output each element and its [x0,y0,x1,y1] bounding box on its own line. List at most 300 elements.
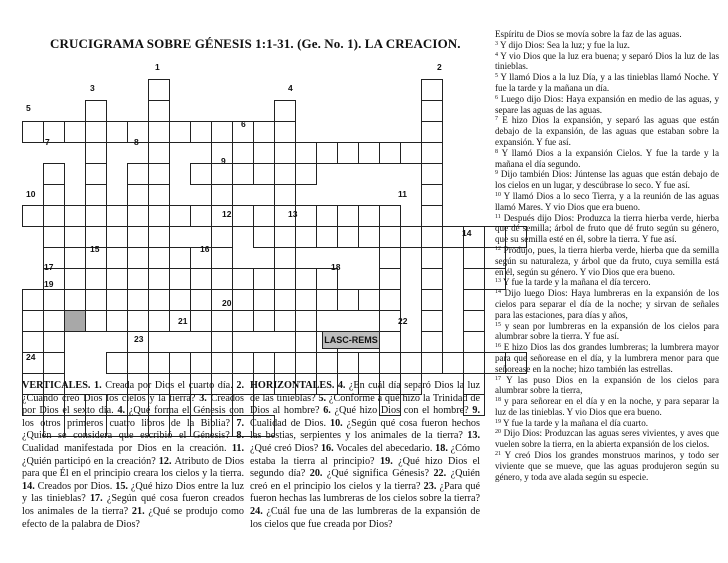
grid-cell[interactable] [274,352,296,374]
grid-cell[interactable] [127,205,149,227]
verse-number: 20 [495,429,501,436]
clue-text: ¿Qué creó Dios? [250,442,321,454]
verse-number: 12 [495,245,501,252]
grid-cell[interactable] [106,268,128,290]
clue-number: 21 [178,316,188,326]
clue-label: 3. [199,392,211,404]
grid-cell[interactable] [106,289,128,311]
crossword-grid [0,0,500,380]
clue-label: 17. [89,493,107,505]
verse-number: 3 [495,40,498,47]
verse-text: Y dijo Dios: Sea la luz; y fue la luz. [499,39,630,50]
grid-cell[interactable] [421,100,443,122]
clue-number: 4 [288,83,293,93]
grid-cell[interactable] [253,142,275,164]
grid-cell[interactable] [148,163,170,185]
grid-cell[interactable] [43,226,65,248]
clue-number: 11 [398,189,407,199]
grid-cell[interactable] [43,310,65,332]
clue-number: 3 [90,83,95,93]
verse [495,169,719,191]
grid-cell[interactable] [43,184,65,206]
grid-cell[interactable] [421,331,443,353]
clue-number: 10 [26,189,36,199]
grid-cell[interactable] [421,352,443,374]
grid-cell[interactable] [379,268,401,290]
verse-text: Y creó Dios los grandes monstruos marinos, y todo ser viviente que se mueve, que las aguas produjeron según su género, y toda ave alada según su especie. [495,450,719,482]
grid-cell[interactable] [253,226,275,248]
clue-number: 6 [241,119,246,129]
verse-text: Produjo, pues, la tierra hierba verde, hierba que da semilla según su naturaleza, y árbol que da fruto, cuya semilla está en él, según su género. Y vio Dios que era bueno. [495,244,719,277]
clue-label: 11. [231,442,244,454]
clue-number: 20 [222,298,232,308]
verse [495,288,719,320]
grid-cell[interactable] [190,310,212,332]
clue-label: 20. [309,468,327,480]
grid-cell[interactable] [190,268,212,290]
clue-text: ¿Cuando creó Dios los cielos y la tierra? [22,392,200,404]
verse-text: y para señorear en el día y en la noche, y para separar la luz de las tinieblas. Y vio Dios que era bueno. [495,396,719,417]
grid-cell[interactable] [211,121,233,143]
clue-label: 16. [320,442,337,454]
clue-number: 24 [26,352,36,362]
clue-text: Vocales del abecedario. [336,442,436,454]
author-badge: LASC-REMS [322,331,380,349]
clue-number: 8 [134,137,139,147]
clue-label: 9. [472,405,480,417]
clue-label: 13. [467,430,480,442]
verse-number: 11 [495,213,501,220]
grid-cell[interactable] [232,310,254,332]
grid-cell[interactable] [211,352,233,374]
grid-cell[interactable] [232,289,254,311]
grid-cell[interactable] [85,121,107,143]
clue-text: ¿Conforme a qué hizo la Trinidad de Dios al hombre? [250,392,480,417]
grid-cell[interactable] [274,310,296,332]
clue-number: 7 [45,137,50,147]
verse-number: 14 [495,289,501,296]
verse-number: 17 [495,375,501,382]
grid-cell[interactable] [358,352,380,374]
grid-cell[interactable] [421,247,443,269]
grid-cell[interactable] [463,352,485,374]
grid-cell[interactable] [169,289,191,311]
grid-cell[interactable] [358,226,380,248]
grid-cell[interactable] [127,310,149,332]
grid-cell[interactable] [190,352,212,374]
grid-cell[interactable] [232,268,254,290]
clue-text: ¿Para qué fueron hechas las lumbreras de los cielos sobre la tierra? [250,480,480,505]
grid-cell[interactable] [358,142,380,164]
grid-cell[interactable] [337,226,359,248]
verse-number: 8 [495,148,498,155]
grid-cell[interactable] [232,142,254,164]
grid-cell[interactable] [148,142,170,164]
grid-cell[interactable] [169,247,191,269]
grid-cell[interactable] [400,352,422,374]
grid-cell[interactable] [106,205,128,227]
grid-cell[interactable] [463,289,485,311]
grid-cell[interactable] [211,184,233,206]
grid-cell[interactable] [190,289,212,311]
grid-cell[interactable] [148,310,170,332]
clue-label: 1. [94,380,106,391]
clue-label: 8. [236,430,244,442]
grid-cell[interactable] [421,163,443,185]
grid-cell[interactable] [211,226,233,248]
clue-text: ¿Qué hizo Dios entre la luz y las tinieblas? [22,480,245,505]
verse-number: 6 [495,94,498,101]
verse [495,40,719,51]
grid-cell[interactable] [421,142,443,164]
grid-cell[interactable] [274,247,296,269]
grid-cell[interactable] [316,205,338,227]
clue-number: 18 [331,262,341,272]
clue-label: 19. [380,455,399,467]
grid-cell[interactable] [43,205,65,227]
verse [495,29,719,40]
grid-cell[interactable] [274,100,296,122]
grid-cell[interactable] [421,184,443,206]
verse-text: Dijo Dios: Produzcan las aguas seres vivientes, y aves que vuelen sobre la tierra, en la abierta expansión de los cielos. [495,428,719,450]
clues-heading: VERTICALES. [22,380,95,391]
grid-cell[interactable] [274,184,296,206]
grid-cell[interactable] [295,205,317,227]
grid-cell[interactable] [232,205,254,227]
grid-cell[interactable] [85,142,107,164]
clue-number: 5 [26,103,31,113]
clue-label: 4. [337,380,349,391]
verse-text: Y llamó Dios a lo seco Tierra, y a la reunión de las aguas llamó Mares. Y vio Dios que era bueno. [495,190,720,212]
grid-cell[interactable] [358,289,380,311]
grid-cell[interactable] [295,226,317,248]
verse-text: Después dijo Dios: Produzca la tierra hierba verde, hierba que dé semilla; árbol de fruto que dé fruto según su género, que su semilla esté en él, sobre la tierra. Y fue así. [495,212,720,245]
grid-cell[interactable] [379,226,401,248]
grid-cell[interactable] [274,121,296,143]
grid-cell[interactable] [400,226,422,248]
clue-text: ¿Qué se produjo como efecto de la palabra de Dios? [22,505,245,530]
grid-cell[interactable] [127,352,149,374]
verse-number: 5 [495,73,498,80]
grid-cell[interactable] [211,247,233,269]
verse [495,148,719,170]
verse-text: Espíritu de Dios se movía sobre la faz de las aguas. [495,29,682,39]
grid-cell[interactable] [295,331,317,353]
grid-cell[interactable] [64,121,86,143]
verse-number: 21 [495,451,501,458]
clue-label: 10. [329,417,347,429]
grid-cell[interactable] [274,163,296,185]
grid-cell[interactable] [253,289,275,311]
grid-cell[interactable] [337,289,359,311]
verse-text: Dijo también Dios: Júntense las aguas que están debajo de los cielos en un lugar, y descúbrase lo seco. Y fue así. [495,169,719,191]
grid-cell[interactable] [379,289,401,311]
verse [495,396,719,418]
grid-cell[interactable] [253,310,275,332]
grid-cell[interactable] [421,205,443,227]
clues-heading: HORIZONTALES. [250,380,338,391]
grid-cell[interactable] [295,163,317,185]
grid-cell[interactable] [148,289,170,311]
grid-cell[interactable] [358,205,380,227]
grid-cell[interactable] [421,79,443,101]
clue-text: Creados por Dios el sexto día. [22,392,244,417]
clue-text: ¿Qué hizo Dios el segundo día? [250,455,481,480]
grid-cell[interactable] [421,289,443,311]
clue-label: 5. [318,392,329,404]
clue-text: ¿Cuál fue una de las lumbreras de la expansión de los cielos que fue creada por Dios? [250,505,480,530]
grid-cell[interactable] [274,289,296,311]
clue-label: 12. [158,455,175,467]
grid-cell[interactable] [85,184,107,206]
verse [495,213,719,245]
grid-cell[interactable] [148,184,170,206]
verse-number: 7 [495,116,498,123]
verse-number: 9 [495,170,498,177]
grid-cell[interactable] [463,310,485,332]
grid-cell[interactable] [295,289,317,311]
grid-cell[interactable] [169,121,191,143]
verse [495,418,719,429]
grid-cell[interactable] [232,163,254,185]
grid-cell[interactable] [169,205,191,227]
grid-cell[interactable] [316,289,338,311]
clue-number: 2 [437,62,442,72]
grid-cell[interactable] [22,289,44,311]
verse-number: 4 [495,51,498,58]
verse-text: Y fue la tarde y la mañana el día cuarto. [502,417,649,428]
grid-cell[interactable] [421,121,443,143]
grid-cell[interactable] [253,121,275,143]
grid-cell[interactable] [148,205,170,227]
grid-cell[interactable] [64,247,86,269]
grid-cell[interactable] [148,268,170,290]
grid-cell[interactable] [127,184,149,206]
grid-cell[interactable] [463,247,485,269]
grid-cell[interactable] [379,352,401,374]
grid-cell[interactable] [148,247,170,269]
verse [495,321,719,343]
grid-cell[interactable] [43,331,65,353]
clue-label: 7. [236,417,244,429]
verse-text: Luego dijo Dios: Haya expansión en medio de las aguas, y separe las aguas de las aguas. [495,93,719,115]
grid-cell[interactable] [22,331,44,353]
grid-cell[interactable] [337,205,359,227]
grid-cell[interactable] [106,121,128,143]
grid-cell[interactable] [85,310,107,332]
verse [495,245,719,277]
grid-cell[interactable] [169,352,191,374]
clue-number: 16 [200,244,210,254]
page-title: CRUCIGRAMA SOBRE GÉNESIS 1:1-31. (Ge. No. 1). LA CREACION. [50,36,461,51]
grid-cell[interactable] [127,289,149,311]
clue-label: 15. [115,480,131,492]
verse [495,94,719,116]
grid-cell[interactable] [64,205,86,227]
grid-cell[interactable] [442,352,464,374]
grid-cell[interactable] [148,352,170,374]
grid-cell[interactable] [85,268,107,290]
verse [495,191,719,213]
grid-cell[interactable] [22,310,44,332]
verse [495,277,719,288]
clue-text: ¿En cuál día separó Dios la luz de las tinieblas? [250,380,481,404]
grid-cell[interactable] [85,289,107,311]
clue-label: 14. [22,480,38,492]
clue-text: ¿Según qué cosa fueron creados los animales de la tierra? [22,493,245,517]
grid-cell[interactable] [442,226,464,248]
clue-number: 22 [398,316,408,326]
grid-cell[interactable] [253,163,275,185]
clue-label: 6. [323,405,335,417]
vertical-clues [22,380,244,531]
grid-cell[interactable] [43,352,65,374]
clue-label: 22. [433,468,451,480]
verse [495,375,719,397]
grid-cell[interactable] [337,142,359,164]
clue-text: Creados por Dios. [37,480,116,492]
grid-cell[interactable] [295,268,317,290]
verse-number: 18 [495,397,501,404]
grid-cell[interactable] [169,268,191,290]
genesis-text [495,29,719,482]
verse-text: E hizo Dios las dos grandes lumbreras; la lumbrera mayor para que señorease en el día, y la lumbrera menor para que señorease en la noche; hizo también las estrellas. [495,342,720,374]
clue-label: 4. [117,405,129,417]
grid-cell[interactable] [211,331,233,353]
verse-text: Y fue la tarde y la mañana el día tercero. [502,277,651,288]
verse-number: 13 [495,278,501,285]
grid-cell[interactable] [463,268,485,290]
grid-cell[interactable] [421,268,443,290]
clue-text: Creada por Dios el cuarto día. [105,380,237,391]
grid-cell[interactable] [127,247,149,269]
grid-cell[interactable] [253,268,275,290]
grid-cell[interactable] [127,268,149,290]
grid-cell[interactable] [127,163,149,185]
clue-text: Cualidad manifestada por Dios en la creación. [22,442,232,454]
grid-cell[interactable] [211,310,233,332]
grid-cell[interactable] [253,352,275,374]
grid-cell[interactable] [85,163,107,185]
grid-cell[interactable] [211,163,233,185]
verse [495,115,719,147]
verse-text: Y llamó Dios a la luz Día, y a las tinieblas llamó Noche. Y fue la tarde y la mañana un día. [495,72,719,93]
grid-cell[interactable] [148,79,170,101]
grid-cell[interactable] [22,205,44,227]
verse-text: Dijo luego Dios: Haya lumbreras en la expansión de los cielos para separar el día de la noche; y sirvan de señales para las estaciones, para días y años, [495,288,719,320]
verse-text: Y vio Dios que la luz era buena; y separó Dios la luz de las tinieblas. [495,50,719,72]
grid-cell[interactable] [316,142,338,164]
clue-text: ¿Cómo estaba la tierra al principio? [250,442,481,467]
clue-text: ¿Según qué cosa fueron hechos las bestias, serpientes y los animales de la tierra? [250,417,480,442]
verse [495,342,719,374]
clue-text: ¿Quién se considera que escribió el Génesis? [22,430,237,442]
grid-cell[interactable] [274,142,296,164]
clue-label: 23. [423,480,440,492]
verse [495,450,719,482]
grid-cell[interactable] [106,310,128,332]
grid-cell[interactable] [379,205,401,227]
grid-cell[interactable] [421,226,443,248]
grid-cell[interactable] [43,163,65,185]
clue-number: 17 [44,262,54,272]
verse-text: Y las puso Dios en la expansión de los cielos para alumbrar sobre la tierra, [495,374,719,396]
clue-number: 9 [221,156,226,166]
verse-number: 10 [495,191,501,198]
grid-cell[interactable] [463,331,485,353]
grid-cell[interactable] [274,226,296,248]
grid-cell[interactable] [106,352,128,374]
grid-cell[interactable] [85,100,107,122]
clue-number: 23 [134,334,144,344]
clue-text: ¿Quién participó en la creación? [22,455,159,467]
clue-text: Cualidad de Dios. [250,417,330,429]
grid-cell[interactable] [148,121,170,143]
verse-text: y sean por lumbreras en la expansión de los cielos para alumbrar sobre la tierra. Y fue así. [495,320,719,342]
grid-cell[interactable] [190,121,212,143]
clue-text: ¿Qué hizo Dios con el hombre? [334,405,473,417]
verse [495,51,719,73]
grid-cell[interactable] [421,310,443,332]
clue-label: 24. [250,505,267,517]
shaded-cell [64,310,86,332]
grid-cell[interactable] [85,205,107,227]
grid-cell[interactable] [295,142,317,164]
clue-number: 1 [155,62,160,72]
grid-cell[interactable] [64,289,86,311]
horizontal-clues [250,380,480,531]
grid-cell[interactable] [232,352,254,374]
verse [495,428,719,450]
clue-text: ¿Qué significa Génesis? [326,468,434,480]
grid-cell[interactable] [295,352,317,374]
grid-cell[interactable] [106,247,128,269]
clue-text: ¿Quién creó en el principio los cielos y la tierra? [250,468,480,492]
grid-cell[interactable] [400,142,422,164]
verse-number: 16 [495,343,501,350]
verse-text: E hizo Dios la expansión, y separó las aguas que están debajo de la expansión, de las aguas que estaban sobre la expansión. Y fue así. [495,115,719,147]
grid-cell[interactable] [211,268,233,290]
clue-number: 13 [288,209,298,219]
grid-cell[interactable] [379,142,401,164]
grid-cell[interactable] [190,205,212,227]
grid-cell[interactable] [337,352,359,374]
clue-label: 2. [236,380,244,391]
grid-cell[interactable] [379,247,401,269]
clue-number: 15 [90,244,100,254]
verse [495,72,719,94]
grid-cell[interactable] [295,310,317,332]
clue-number: 12 [222,209,232,219]
clue-text: Atributo de Dios para que Él en el principio creara los cielos y la tierra. [22,455,244,480]
grid-cell[interactable] [316,352,338,374]
grid-cell[interactable] [190,163,212,185]
verse-number: 15 [495,321,501,328]
grid-cell[interactable] [43,289,65,311]
clue-label: 21. [131,505,149,517]
clue-label: 18. [435,442,451,454]
grid-cell[interactable] [274,268,296,290]
clue-text: ¿Qué forma el Génesis con los otros primeros cuatro libros de la Biblia? [22,405,245,429]
grid-cell[interactable] [148,100,170,122]
clue-number: 19 [44,279,54,289]
grid-cell[interactable] [127,226,149,248]
grid-cell[interactable] [22,121,44,143]
grid-cell[interactable] [148,226,170,248]
grid-cell[interactable] [316,226,338,248]
grid-cell[interactable] [253,205,275,227]
grid-cell[interactable] [379,331,401,353]
